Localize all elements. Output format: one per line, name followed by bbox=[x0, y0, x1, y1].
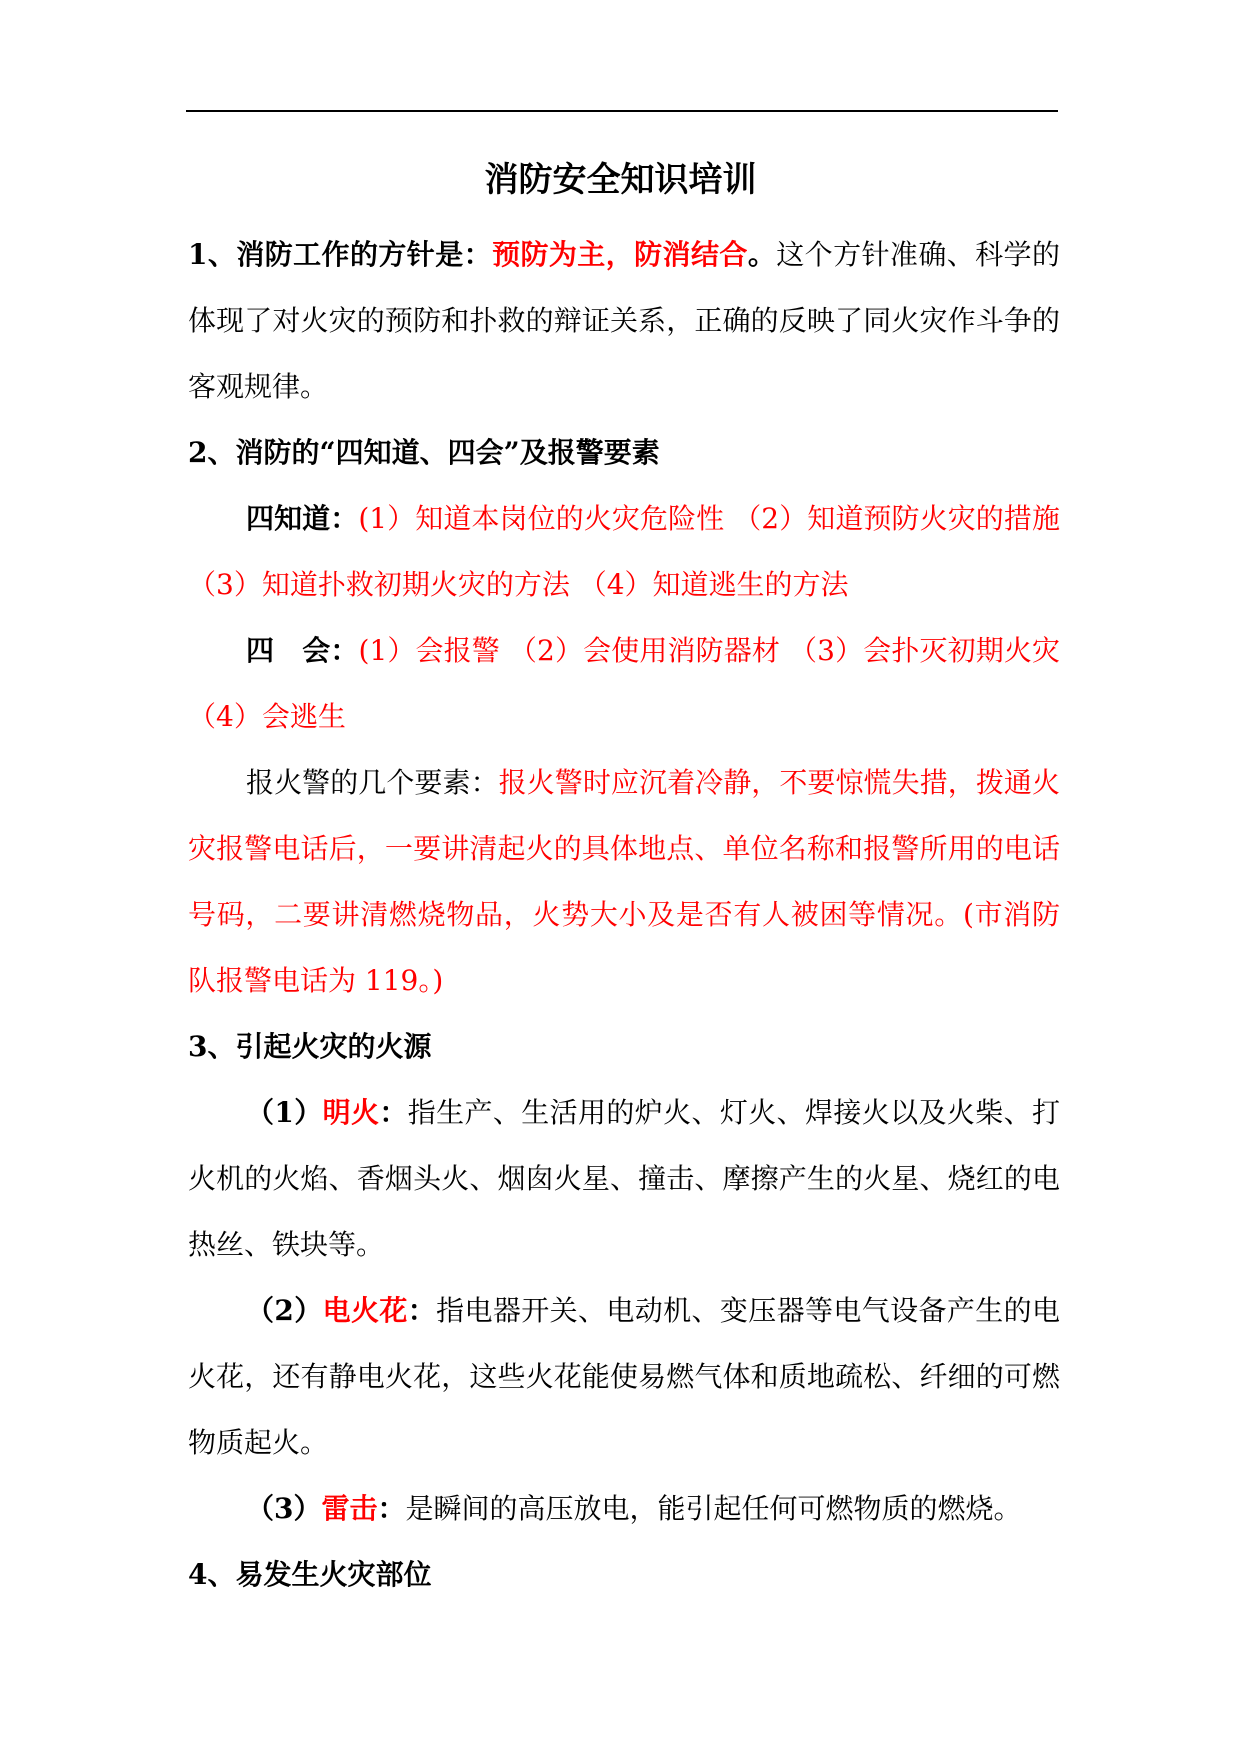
item-3-colon: ： bbox=[377, 1492, 406, 1525]
document-title: 消防安全知识培训 bbox=[484, 160, 757, 200]
four-know-label: 四知道： bbox=[246, 502, 359, 535]
fire-source-lightning bbox=[188, 1476, 1060, 1542]
fire-source-open-flame bbox=[188, 1080, 1060, 1278]
header-rule bbox=[186, 110, 1058, 112]
item-1-number: （1） bbox=[246, 1096, 323, 1129]
item-2-term: 电火花 bbox=[322, 1294, 408, 1327]
four-know-paragraph bbox=[188, 486, 1060, 618]
item-2-text: 指电器开关、电动机、变压器等电气设备产生的电火花，还有静电火花，这些火花能使易燃气体和质地疏松、纤细的可燃物质起火。 bbox=[188, 1294, 1060, 1459]
item-2-colon: ： bbox=[407, 1294, 437, 1327]
item-1-term: 明火 bbox=[322, 1096, 380, 1129]
section-1-paragraph bbox=[188, 222, 1060, 420]
item-3-text: 是瞬间的高压放电，能引起任何可燃物质的燃烧。 bbox=[405, 1492, 1022, 1525]
policy-period: 。 bbox=[747, 238, 777, 271]
item-1-colon: ： bbox=[379, 1096, 408, 1129]
item-1-text: 指生产、生活用的炉火、灯火、焊接火以及火柴、打火机的火焰、香烟头火、烟囱火星、撞击、摩擦产生的火星、烧红的电热丝、铁块等。 bbox=[188, 1096, 1060, 1261]
alarm-elements-text: 报火警时应沉着冷静，不要惊慌失措，拨通火灾报警电话后，一要讲清起火的具体地点、单位名称和报警所用的电话号码，二要讲清燃烧物品，火势大小及是否有人被困等情况。(市消防队报警电话为 119。) bbox=[188, 766, 1060, 997]
fire-source-electric-spark bbox=[188, 1278, 1060, 1476]
section-1-lead: 1、消防工作的方针是： bbox=[188, 238, 493, 271]
four-can-label: 四 会： bbox=[246, 634, 359, 667]
item-3-term: 雷击 bbox=[321, 1492, 378, 1525]
fire-policy-text: 预防为主，防消结合 bbox=[492, 238, 748, 271]
alarm-elements-label: 报火警的几个要素： bbox=[246, 766, 499, 799]
document-body bbox=[188, 222, 1060, 1608]
four-know-text: (1）知道本岗位的火灾危险性 （2）知道预防火灾的措施 （3）知道扑救初期火灾的方法 （4）知道逃生的方法 bbox=[188, 502, 1060, 601]
alarm-elements-paragraph bbox=[188, 750, 1060, 1014]
section-3-heading: 3、引起火灾的火源 bbox=[188, 1030, 432, 1063]
section-2-heading: 2、消防的“四知道、四会”及报警要素 bbox=[188, 436, 660, 469]
four-can-paragraph bbox=[188, 618, 1060, 750]
section-4-heading: 4、易发生火灾部位 bbox=[188, 1558, 432, 1591]
item-2-number: （2） bbox=[246, 1294, 323, 1327]
item-3-number: （3） bbox=[246, 1492, 322, 1525]
section-1-body: 这个方针准确、科学的体现了对火灾的预防和扑救的辩证关系，正确的反映了同火灾作斗争的客观规律。 bbox=[188, 238, 1060, 403]
four-can-text: (1）会报警 （2）会使用消防器材 （3）会扑灭初期火灾 （4）会逃生 bbox=[188, 634, 1060, 733]
